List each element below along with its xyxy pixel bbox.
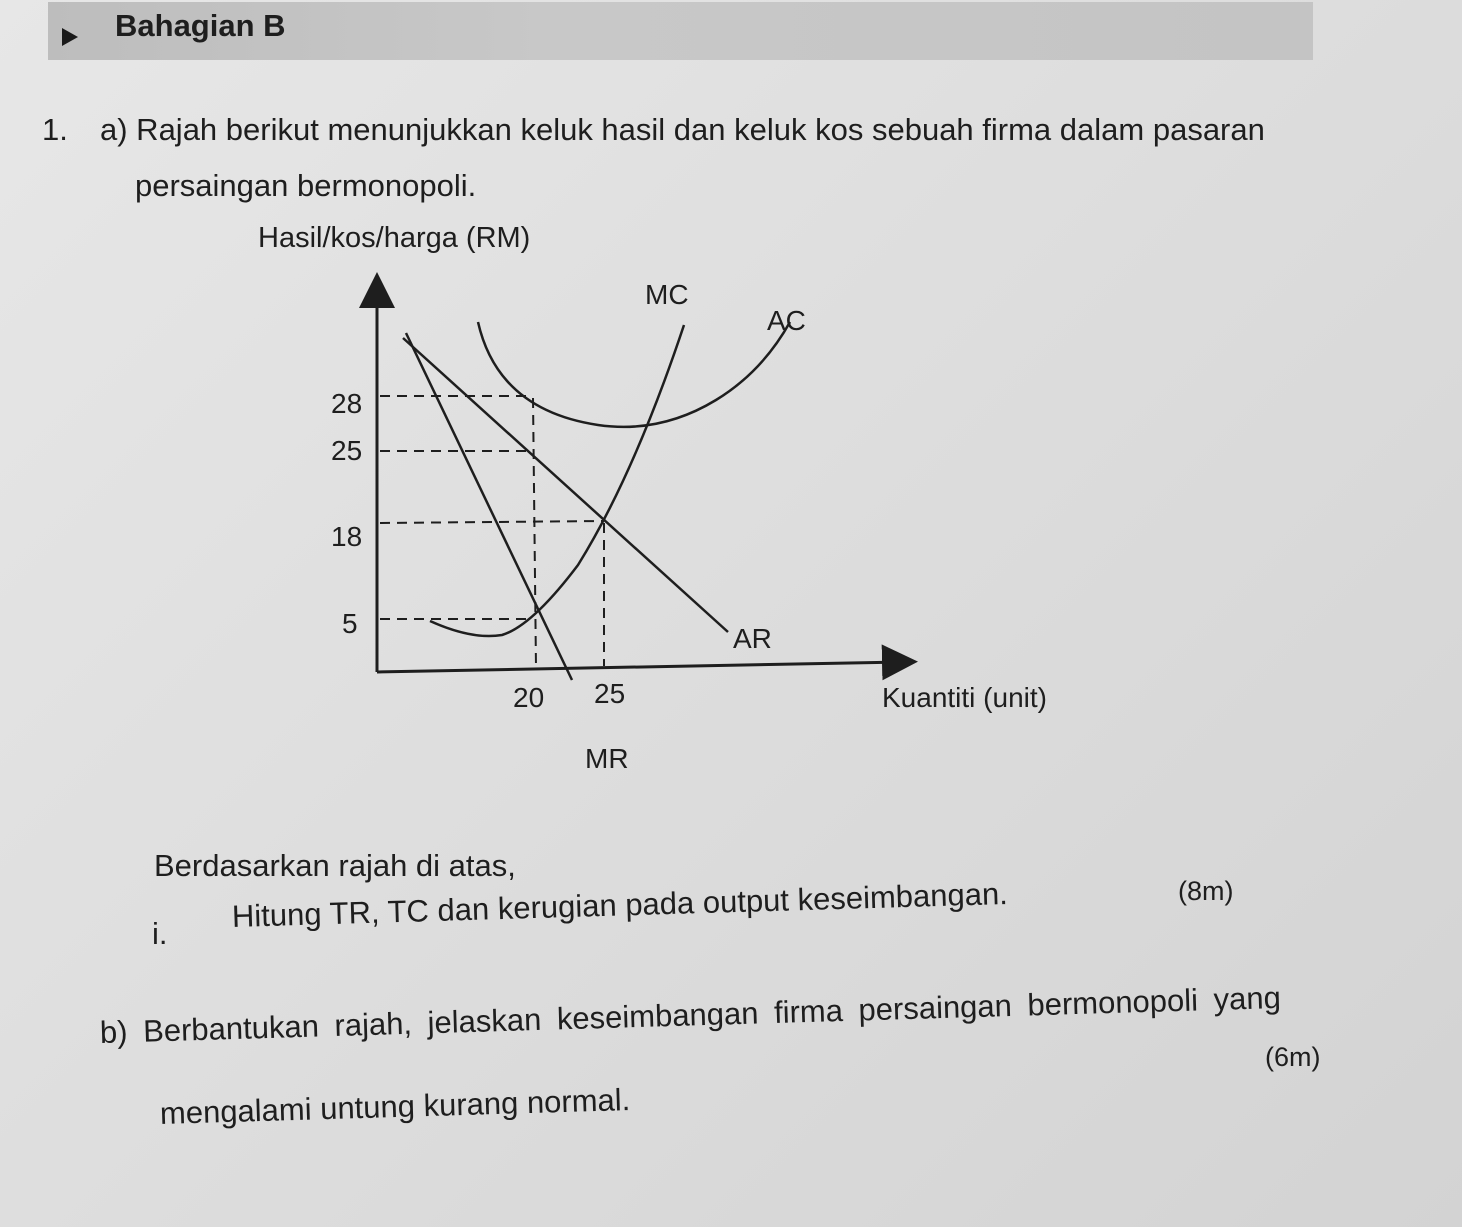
part-b-marks: (6m) xyxy=(1265,1042,1321,1072)
y-tick-28: 28 xyxy=(331,388,363,419)
part-i-question: Hitung TR, TC dan kerugian pada output keseimbangan. xyxy=(231,875,1009,934)
x-tick-20: 20 xyxy=(513,682,545,713)
part-b-question-line1: b) Berbantukan rajah, jelaskan keseimbangan firma persaingan bermonopoli yang xyxy=(99,979,1282,1050)
part-b-question-line2: mengalami untung kurang normal. xyxy=(159,1082,631,1131)
guide-line-18 xyxy=(380,521,604,523)
y-tick-5: 5 xyxy=(342,608,358,639)
chart-y-axis-label: Hasil/kos/harga (RM) xyxy=(258,222,531,254)
part-i-marks: (8m) xyxy=(1178,876,1234,906)
question-part-a-line2: persaingan bermonopoli. xyxy=(135,168,477,203)
ac-label: AC xyxy=(767,305,806,336)
y-tick-25: 25 xyxy=(331,435,363,466)
ar-label: AR xyxy=(733,623,772,654)
ac-curve xyxy=(478,322,790,427)
y-tick-18: 18 xyxy=(331,521,363,552)
x-axis xyxy=(377,662,900,672)
mr-label: MR xyxy=(585,743,629,774)
part-i-number: i. xyxy=(152,916,168,951)
x-tick-25: 25 xyxy=(594,678,626,709)
ar-curve xyxy=(403,338,728,632)
section-title: Bahagian B xyxy=(115,8,286,43)
mc-curve xyxy=(430,325,684,636)
chart-x-axis-label: Kuantiti (unit) xyxy=(882,682,1047,713)
question-number: 1. xyxy=(42,112,68,147)
question-part-a-line1: a) Rajah berikut menunjukkan keluk hasil dan keluk kos sebuah firma dalam pasaran xyxy=(100,112,1265,147)
mc-label: MC xyxy=(645,279,689,310)
guide-line-q20 xyxy=(533,398,536,668)
mr-curve xyxy=(406,333,572,680)
instruction-intro: Berdasarkan rajah di atas, xyxy=(154,848,516,883)
